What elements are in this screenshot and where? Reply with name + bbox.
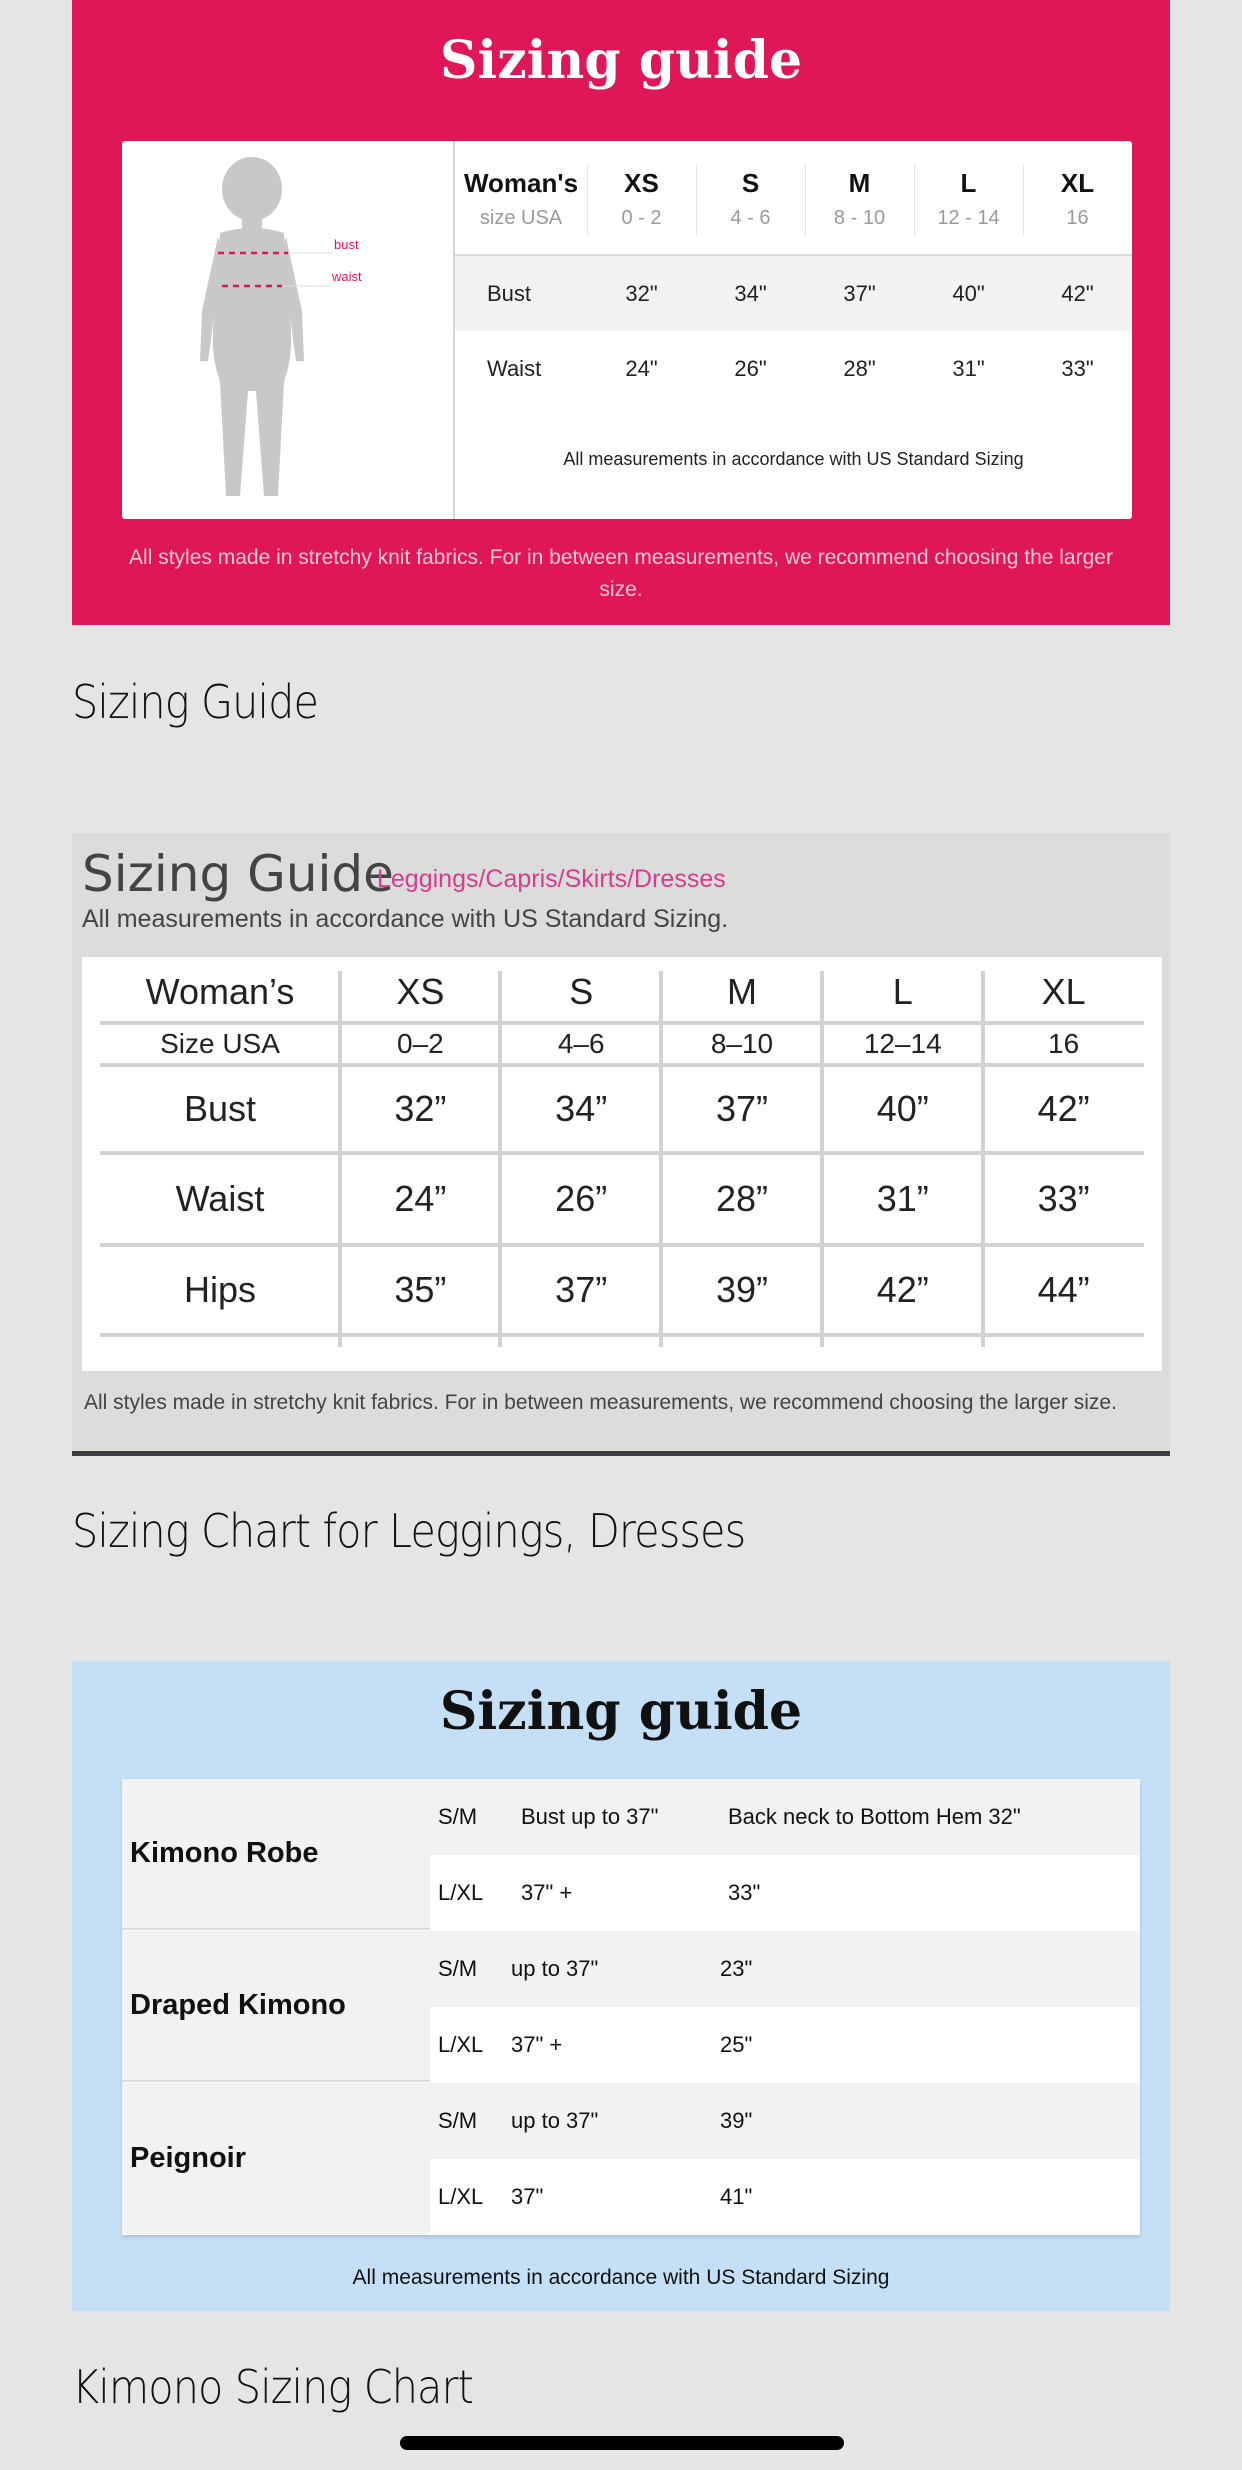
header-label: Woman’s: [145, 971, 295, 1012]
card2-size-table: [82, 957, 1162, 1371]
row-label: Waist: [487, 355, 542, 381]
header-cell: [914, 168, 1023, 230]
sizing-guide-card-blue: [72, 1661, 1170, 2311]
value-cell: 26”: [555, 1178, 608, 1219]
table-row: [100, 1067, 1144, 1151]
value-cell: 34": [734, 280, 767, 306]
value-cell: 28": [843, 355, 876, 381]
size-cell: S/M: [438, 1956, 478, 1981]
row-label: Bust: [183, 1088, 257, 1129]
value-cell: 37”: [715, 1088, 768, 1129]
value-cell: 24": [625, 355, 658, 381]
card2-description: All measurements in accordance with US Standard Sizing.: [82, 905, 729, 933]
section-heading-leggings-dresses: Sizing Chart for Leggings, Dresses: [72, 1504, 746, 1558]
table-row: [455, 331, 1132, 406]
card2-title: Sizing Guide: [82, 845, 394, 903]
card1-table-panel: [122, 141, 1132, 519]
header-cell: [455, 168, 587, 230]
bust-cell: 37" +: [521, 1880, 573, 1905]
card1-footer: All styles made in stretchy knit fabrics. For in between measurements, we recommend choosing the larger size.: [129, 546, 1113, 601]
card3-title: Sizing guide: [439, 1681, 803, 1742]
value-cell: 42”: [1037, 1088, 1090, 1129]
size-label: XS: [396, 971, 445, 1012]
value-cell: 35”: [394, 1269, 447, 1310]
card1-title: Sizing guide: [439, 30, 803, 91]
table-row: [100, 1247, 1144, 1333]
woman-silhouette-icon: [192, 151, 392, 511]
value-cell: 40”: [876, 1088, 929, 1129]
size-cell: S/M: [438, 1804, 478, 1829]
value-cell: 37”: [555, 1269, 608, 1310]
value-cell: 34”: [555, 1088, 608, 1129]
size-usa-row: [100, 1025, 1144, 1063]
table-header-row: [455, 159, 1132, 239]
header-cell: [587, 168, 696, 230]
waist-figure-label: waist: [332, 269, 362, 284]
size-cell: L/XL: [438, 2032, 484, 2057]
section-heading-kimono: Kimono Sizing Chart: [72, 2360, 473, 2414]
size-label: L: [892, 971, 913, 1012]
card3-note: All measurements in accordance with US Standard Sizing: [352, 2266, 890, 2289]
row-label: Size USA: [160, 1028, 280, 1059]
value-cell: 8–10: [710, 1028, 774, 1059]
length-cell: 39": [720, 2108, 753, 2133]
value-cell: 33": [1061, 355, 1094, 381]
length-cell: 23": [720, 1956, 753, 1981]
size-range: 16: [1066, 207, 1089, 229]
header-cell: [696, 168, 805, 230]
product-name: Kimono Robe: [122, 1779, 430, 1930]
product-name: Draped Kimono: [122, 1931, 430, 2082]
table-row: [430, 2007, 1140, 2083]
size-label: XL: [1041, 971, 1086, 1012]
bust-cell: up to 37": [511, 2108, 599, 2133]
value-cell: 31": [952, 355, 985, 381]
bust-cell: 37" +: [511, 2032, 563, 2057]
bust-figure-label: bust: [334, 237, 359, 252]
sizing-guide-card-grey: [72, 833, 1170, 1456]
value-cell: 4–6: [557, 1028, 605, 1059]
size-label: XS: [624, 168, 659, 198]
value-cell: 32”: [394, 1088, 447, 1129]
size-label: XL: [1060, 168, 1095, 198]
bust-cell: 37": [511, 2184, 544, 2209]
size-range: 4 - 6: [730, 207, 771, 229]
value-cell: 26": [734, 355, 767, 381]
header-label: Woman's: [463, 168, 579, 198]
card1-note: All measurements in accordance with US Standard Sizing: [563, 449, 1024, 469]
table-row: [100, 1155, 1144, 1243]
card3-kimono-table: [122, 1779, 1140, 2235]
section-heading-sizing-guide: Sizing Guide: [72, 675, 319, 729]
header-cell: [1023, 168, 1132, 230]
value-cell: 16: [1048, 1028, 1080, 1059]
value-cell: 33”: [1037, 1178, 1090, 1219]
card2-footer: All styles made in stretchy knit fabrics. For in between measurements, we recommend choosing the larger size.: [84, 1391, 1117, 1414]
table-row: [430, 1931, 1140, 2007]
value-cell: 12–14: [863, 1028, 942, 1059]
bust-cell: Bust up to 37": [521, 1804, 659, 1829]
value-cell: 0–2: [397, 1028, 444, 1059]
size-range: 12 - 14: [937, 207, 1000, 229]
size-cell: S/M: [438, 2108, 478, 2133]
table-row: [430, 1779, 1140, 1855]
size-label: M: [848, 168, 871, 198]
body-figure: [122, 141, 455, 519]
length-cell: 25": [720, 2032, 753, 2057]
table-row: [455, 256, 1132, 331]
header-sublabel: size USA: [479, 207, 563, 229]
table-row: [430, 2083, 1140, 2159]
table-row: [430, 2159, 1140, 2235]
size-cell: L/XL: [438, 1880, 484, 1905]
size-range: 0 - 2: [621, 207, 662, 229]
size-label: L: [960, 168, 977, 198]
value-cell: 28”: [715, 1178, 768, 1219]
value-cell: 24”: [394, 1178, 447, 1219]
bust-cell: up to 37": [511, 1956, 599, 1981]
value-cell: 40": [952, 280, 985, 306]
home-indicator[interactable]: [400, 2436, 844, 2450]
row-label: Bust: [487, 280, 532, 306]
size-range: 8 - 10: [833, 207, 886, 229]
value-cell: 32": [625, 280, 658, 306]
header-cell: [805, 168, 914, 230]
sizing-guide-card-pink: [72, 0, 1170, 625]
value-cell: 42": [1061, 280, 1094, 306]
value-cell: 37": [843, 280, 876, 306]
value-cell: 42”: [876, 1269, 929, 1310]
value-cell: 39”: [715, 1269, 768, 1310]
row-label: Waist: [175, 1178, 265, 1219]
length-cell: 33": [728, 1880, 761, 1905]
size-label: M: [726, 971, 757, 1012]
product-name: Peignoir: [122, 2083, 430, 2234]
length-cell: Back neck to Bottom Hem 32": [728, 1804, 1021, 1829]
table-header-row: [100, 965, 1144, 1019]
table-row: [430, 1855, 1140, 1931]
size-cell: L/XL: [438, 2184, 484, 2209]
card2-subtitle: Leggings/Capris/Skirts/Dresses: [377, 865, 726, 893]
length-cell: 41": [720, 2184, 753, 2209]
row-label: Hips: [183, 1269, 257, 1310]
size-label: S: [741, 168, 760, 198]
value-cell: 44”: [1037, 1269, 1090, 1310]
size-label: S: [569, 971, 594, 1012]
value-cell: 31”: [876, 1178, 929, 1219]
